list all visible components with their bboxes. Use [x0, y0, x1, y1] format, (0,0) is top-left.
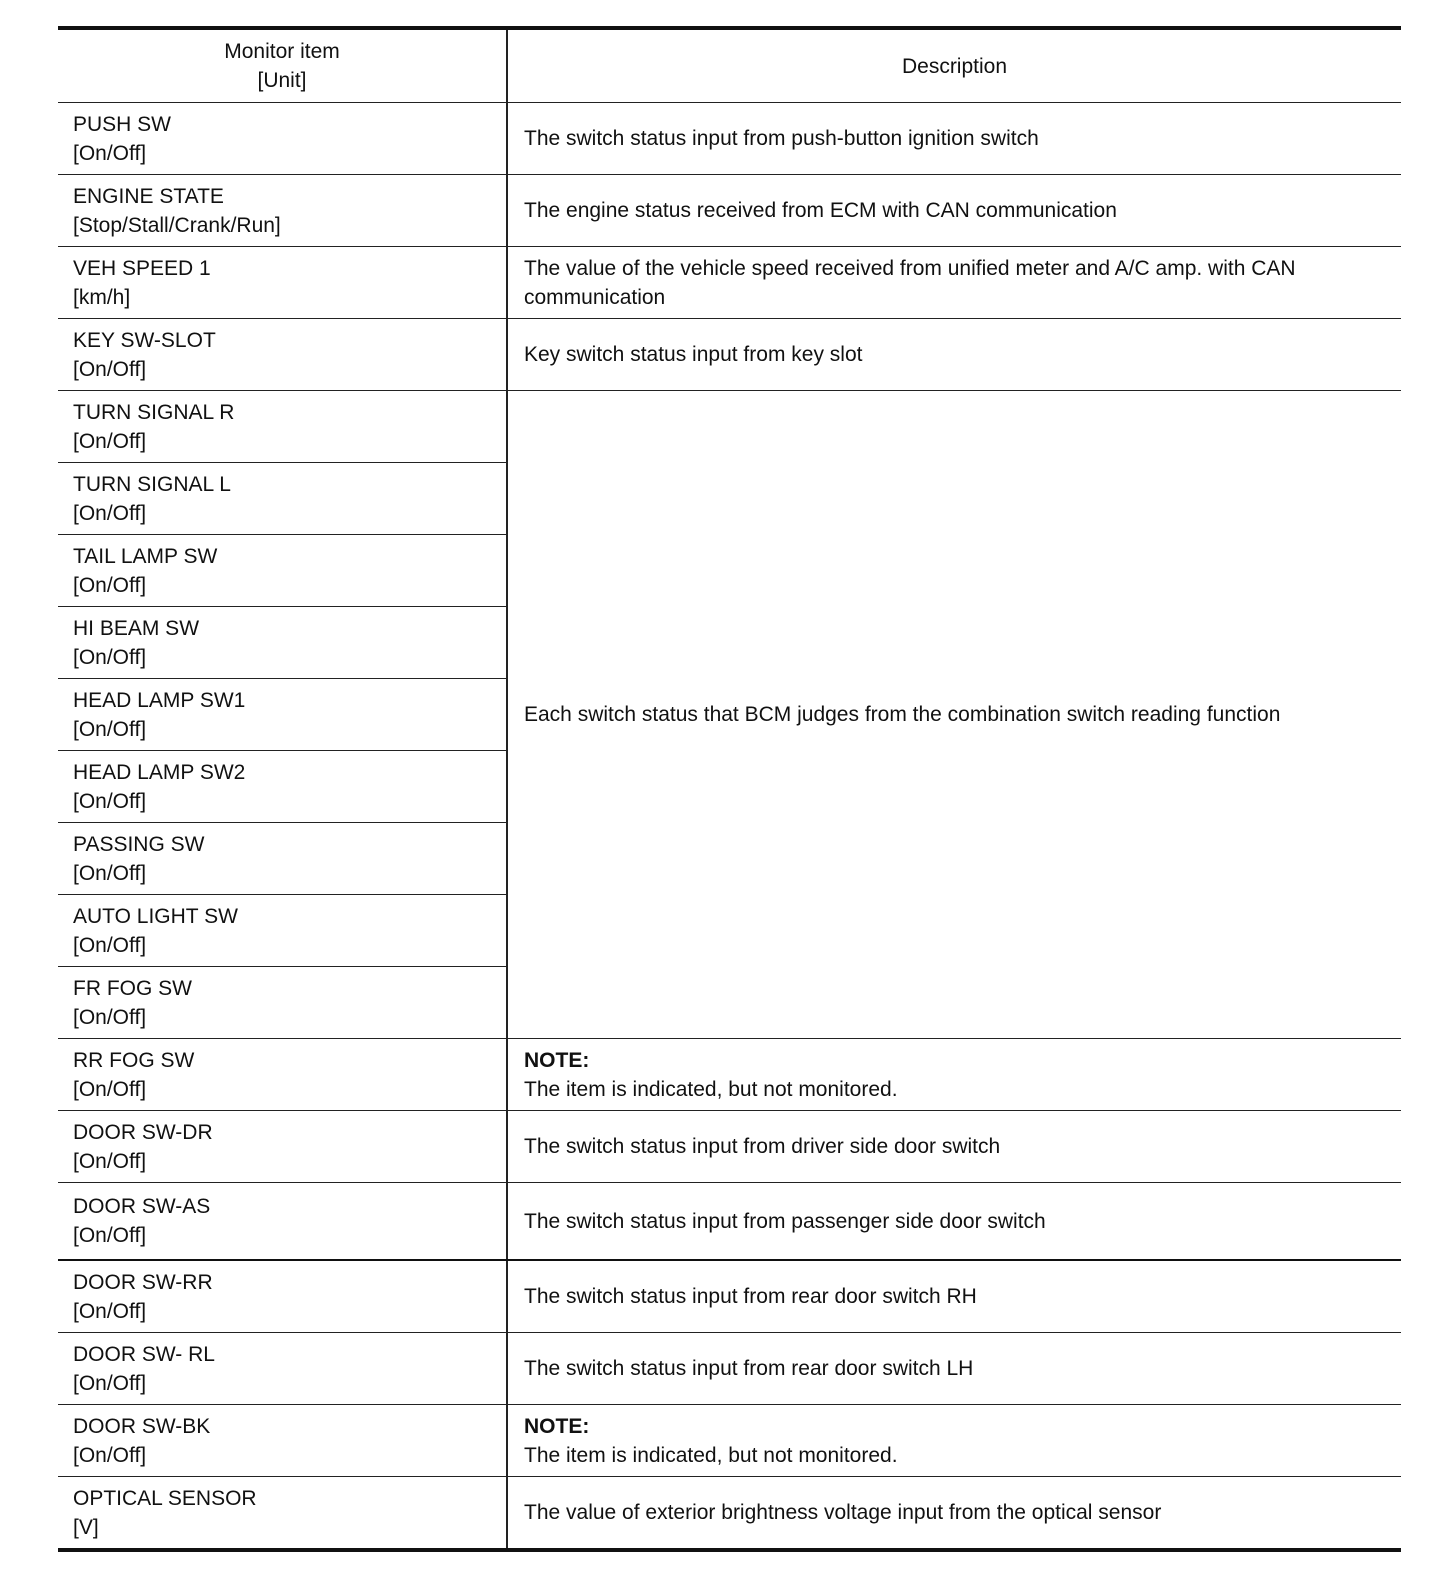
- item-unit: [On/Off]: [73, 1077, 147, 1101]
- header-unit-label: [Unit]: [257, 69, 307, 92]
- description-cell: The switch status input from driver side door switch: [507, 1111, 1401, 1183]
- note-text: The item is indicated, but not monitored.: [524, 1443, 898, 1467]
- description-cell: The value of the vehicle speed received from unified meter and A/C amp. with CAN communication: [507, 247, 1401, 319]
- note-label: NOTE:: [524, 1048, 590, 1072]
- table-row: [58, 1111, 1401, 1183]
- note-text: The item is indicated, but not monitored.: [524, 1077, 898, 1101]
- table-row: [58, 319, 1401, 391]
- item-unit: [On/Off]: [73, 933, 147, 957]
- description-cell: Key switch status input from key slot: [507, 319, 1401, 391]
- item-unit: [On/Off]: [73, 141, 147, 165]
- monitor-item-cell: [58, 1039, 507, 1111]
- table-row: [58, 1039, 1401, 1111]
- description-cell: The switch status input from rear door switch RH: [507, 1260, 1401, 1333]
- item-unit: [On/Off]: [73, 645, 147, 669]
- item-name: HEAD LAMP SW2: [73, 760, 246, 784]
- item-name: DOOR SW-AS: [73, 1195, 211, 1218]
- monitor-item-cell: [58, 1111, 507, 1183]
- monitor-item-cell: [58, 175, 507, 247]
- item-name: FR FOG SW: [73, 976, 192, 1000]
- monitor-item-cell: [58, 535, 507, 607]
- monitor-item-cell: [58, 247, 507, 319]
- table-header-row: [58, 28, 1401, 103]
- monitor-item-cell: [58, 1477, 507, 1551]
- monitor-item-cell: [58, 319, 507, 391]
- item-unit: [V]: [73, 1515, 99, 1539]
- note-label: NOTE:: [524, 1414, 590, 1438]
- description-cell: The switch status input from push-button ignition switch: [507, 103, 1401, 175]
- item-name: TURN SIGNAL R: [73, 400, 235, 424]
- monitor-item-cell: [58, 103, 507, 175]
- header-monitor-item-label: Monitor item: [224, 40, 340, 63]
- item-name: DOOR SW- RL: [73, 1342, 215, 1366]
- table-row: [58, 175, 1401, 247]
- description-cell: The switch status input from rear door switch LH: [507, 1333, 1401, 1405]
- item-name: KEY SW-SLOT: [73, 328, 216, 352]
- monitor-item-cell: [58, 463, 507, 535]
- item-name: ENGINE STATE: [73, 184, 224, 208]
- monitor-item-cell: [58, 679, 507, 751]
- item-unit: [On/Off]: [73, 789, 147, 813]
- item-name: PUSH SW: [73, 112, 172, 136]
- item-unit: [On/Off]: [73, 1443, 147, 1467]
- table-row: [58, 1183, 1401, 1261]
- monitor-item-cell: [58, 751, 507, 823]
- monitor-item-cell: [58, 391, 507, 463]
- monitor-item-cell: [58, 1260, 507, 1333]
- item-name: DOOR SW-RR: [73, 1270, 213, 1294]
- item-unit: [On/Off]: [73, 1005, 147, 1029]
- item-name: RR FOG SW: [73, 1048, 195, 1072]
- monitor-item-cell: [58, 895, 507, 967]
- item-unit: [On/Off]: [73, 1299, 147, 1323]
- item-unit: [On/Off]: [73, 1149, 147, 1173]
- item-unit: [Stop/Stall/Crank/Run]: [73, 213, 281, 237]
- item-name: TAIL LAMP SW: [73, 544, 218, 568]
- item-name: TURN SIGNAL L: [73, 472, 231, 496]
- table-row: [58, 103, 1401, 175]
- item-name: DOOR SW-DR: [73, 1120, 213, 1144]
- item-unit: [On/Off]: [73, 501, 147, 525]
- item-name: DOOR SW-BK: [73, 1414, 211, 1438]
- item-unit: [km/h]: [73, 285, 131, 309]
- monitor-item-table: [58, 26, 1401, 1552]
- description-cell-combination-switch: Each switch status that BCM judges from the combination switch reading function: [507, 391, 1401, 1039]
- table-row: [58, 1405, 1401, 1477]
- item-unit: [On/Off]: [73, 357, 147, 381]
- monitor-item-cell: [58, 1183, 507, 1261]
- monitor-item-cell: [58, 607, 507, 679]
- item-name: HI BEAM SW: [73, 616, 200, 640]
- table-row: [58, 1260, 1401, 1333]
- monitor-item-cell: [58, 1333, 507, 1405]
- item-unit: [On/Off]: [73, 573, 147, 597]
- item-name: PASSING SW: [73, 832, 205, 856]
- monitor-item-cell: [58, 967, 507, 1039]
- item-name: VEH SPEED 1: [73, 256, 211, 280]
- item-unit: [On/Off]: [73, 429, 147, 453]
- item-name: OPTICAL SENSOR: [73, 1486, 257, 1510]
- table-row: [58, 1477, 1401, 1551]
- description-cell: The value of exterior brightness voltage input from the optical sensor: [507, 1477, 1401, 1551]
- monitor-item-cell: [58, 823, 507, 895]
- description-cell: [507, 1405, 1401, 1477]
- item-unit: [On/Off]: [73, 717, 147, 741]
- item-unit: [On/Off]: [73, 1371, 147, 1395]
- item-unit: [On/Off]: [73, 1224, 147, 1247]
- header-monitor-item: [58, 28, 507, 103]
- header-description: Description: [507, 28, 1401, 103]
- table-row: [58, 1333, 1401, 1405]
- item-name: AUTO LIGHT SW: [73, 904, 238, 928]
- description-cell: The switch status input from passenger side door switch: [507, 1183, 1401, 1261]
- monitor-item-cell: [58, 1405, 507, 1477]
- item-name: HEAD LAMP SW1: [73, 688, 246, 712]
- description-cell: The engine status received from ECM with CAN communication: [507, 175, 1401, 247]
- table-row: [58, 247, 1401, 319]
- item-unit: [On/Off]: [73, 861, 147, 885]
- description-cell: [507, 1039, 1401, 1111]
- table-row: [58, 391, 1401, 463]
